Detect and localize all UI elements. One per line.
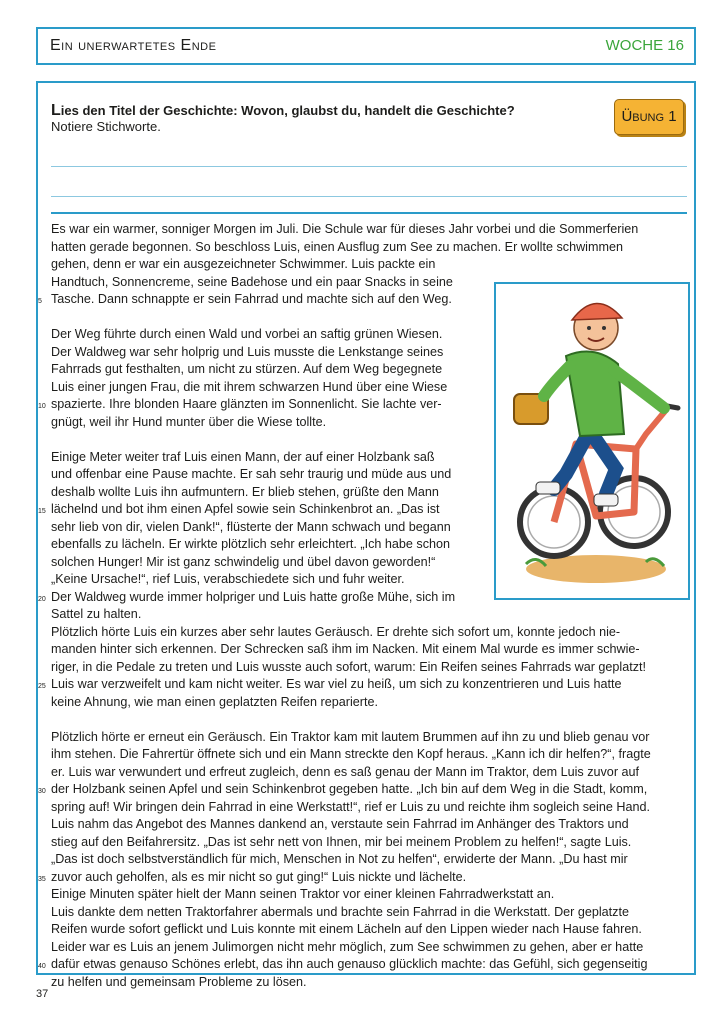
answer-line-2[interactable] xyxy=(51,196,687,197)
story-line xyxy=(51,239,691,257)
story-line-text: zu helfen und gemeinsam Probleme zu lösen. xyxy=(51,974,307,989)
story-line-text: solchen Hunger! Mir ist ganz schwindelig und übel davon geworden!“ xyxy=(51,554,436,569)
story-line xyxy=(51,624,691,642)
story-line xyxy=(51,729,691,747)
story-line xyxy=(38,956,691,974)
task-instructions xyxy=(51,103,581,135)
story-line-text: Der Weg führte durch einen Wald und vorbei an saftig grünen Wiesen. xyxy=(51,327,443,341)
paragraph-gap xyxy=(51,711,691,729)
story-line-text: Der Waldweg war sehr holprig und Luis musste die Lenkstange seines xyxy=(51,344,444,359)
story-line xyxy=(51,414,691,432)
story-line-text: Luis nahm das Angebot des Mannes dankend an, verstaute sein Fahrrad im Anhänger des Traktors und xyxy=(51,817,629,831)
story-line xyxy=(51,764,691,782)
story-line-text: der Holzbank seinen Apfel und sein Schinkenbrot gegeben hatte. „Ich bin auf dem Weg in die Stadt, komm, xyxy=(51,782,648,796)
task-question-initial: L xyxy=(51,102,61,119)
story-line xyxy=(38,589,691,607)
story-line-text: Es war ein warmer, sonniger Morgen im Juli. Die Schule war für dieses Jahr vorbei und die Sommerferien xyxy=(51,222,639,236)
story-line xyxy=(38,291,691,309)
story-line xyxy=(51,326,691,344)
story-line-text: deshalb wollte Luis ihn aufmuntern. Er blieb stehen, grüßte den Mann xyxy=(51,484,439,499)
story-line xyxy=(51,361,691,379)
story-line-text: Plötzlich hörte Luis ein kurzes aber sehr lautes Geräusch. Er drehte sich sofort um, konnte jedoch nie- xyxy=(51,624,621,639)
story-line-text: stieg auf den Beifahrersitz. „Das ist sehr nett von Ihnen, mir bei meinem Problem zu helfen!“, sagte Luis. xyxy=(51,834,632,849)
exercise-badge xyxy=(614,99,684,135)
story-line xyxy=(38,869,691,887)
story-line xyxy=(51,484,691,502)
story-line xyxy=(51,904,691,922)
story-text xyxy=(38,221,691,991)
story-line xyxy=(51,554,691,572)
story-line-text: Plötzlich hörte er erneut ein Geräusch. Ein Traktor kam mit lautem Brummen auf ihn zu und blieb genau vor xyxy=(51,729,650,744)
story-line xyxy=(51,344,691,362)
story-line-text: ihm stehen. Die Fahrertür öffnete sich und ein Mann streckte den Kopf heraus. „Kann ich dir helfen?“, fragte xyxy=(51,747,651,761)
story-line-text: Der Waldweg wurde immer holpriger und Luis hatte große Mühe, sich im xyxy=(51,589,456,604)
header-box xyxy=(36,27,696,65)
story-line xyxy=(51,449,691,467)
story-line-text: Leider war es Luis an jenem Julimorgen nicht mehr möglich, zum See schwimmen zu gehen, aber er hatte xyxy=(51,939,644,954)
story-line xyxy=(38,676,691,694)
line-number: 35 xyxy=(38,875,46,883)
story-line xyxy=(51,799,691,817)
story-line xyxy=(38,501,691,519)
story-line-text: er. Luis war verwundert und erfreut zugleich, denn es saß genau der Mann im Traktor, dem Luis zuvor auf xyxy=(51,764,640,779)
paragraph-gap xyxy=(51,309,691,327)
story-line-text: gnügt, weil ihr Hund munter über die Wiese tollte. xyxy=(51,414,327,429)
story-line xyxy=(51,746,691,764)
exercise-badge-label: Übung 1 xyxy=(621,108,677,125)
story-line xyxy=(38,781,691,799)
page-number: 37 xyxy=(36,988,49,1000)
story-line xyxy=(51,816,691,834)
story-line xyxy=(51,659,691,677)
story-line xyxy=(51,221,691,239)
story-line xyxy=(51,834,691,852)
story-line xyxy=(51,886,691,904)
answer-line-1[interactable] xyxy=(51,166,687,167)
story-line xyxy=(38,396,691,414)
story-line xyxy=(51,694,691,712)
story-line-text: Luis einer jungen Frau, die mit ihrem schwarzen Hund über eine Wiese xyxy=(51,379,448,394)
story-line-text: Einige Meter weiter traf Luis einen Mann, der auf einer Holzbank saß xyxy=(51,449,435,464)
story-line-text: Tasche. Dann schnappte er sein Fahrrad und machte sich auf den Weg. xyxy=(51,292,452,306)
story-line-text: riger, in die Pedale zu treten und Luis wusste auch sofort, warum: Ein Reifen seines Fahrrads war geplatzt! xyxy=(51,659,647,674)
story-line-text: manden hinter sich erkennen. Der Schrecken saß ihm im Nacken. Mit einem Mal wurde es immer schwie- xyxy=(51,642,640,656)
paragraph-gap xyxy=(51,431,691,449)
story-line-text: hatten gerade begonnen. So beschloss Luis, einen Ausflug zum See zu machen. Er wollte schwimmen xyxy=(51,239,623,254)
story-line-text: Reifen wurde sofort geflickt und Luis konnte mit einem Lächeln auf den Lippen wieder nach Hause fahren. xyxy=(51,922,642,936)
line-number: 40 xyxy=(38,963,46,970)
story-line-text: spring auf! Wir bringen dein Fahrrad in eine Werkstatt!“, rief er Luis zu und reichte ihm sogleich seine Hand. xyxy=(51,799,650,814)
story-line xyxy=(51,466,691,484)
story-line xyxy=(51,921,691,939)
story-line-text: Handtuch, Sonnencreme, seine Badehose und ein paar Snacks in seine xyxy=(51,274,453,289)
story-line-text: und offenbar eine Pause machte. Er sah sehr traurig und müde aus und xyxy=(51,467,452,481)
story-line xyxy=(51,641,691,659)
line-number: 5 xyxy=(38,298,42,305)
story-line-text: Luis war verzweifelt und kam nicht weiter. Es war viel zu heiß, um sich zu konzentrieren und Luis hatte xyxy=(51,677,622,691)
story-line-text: Einige Minuten später hielt der Mann seinen Traktor vor einer kleinen Fahrradwerkstatt an. xyxy=(51,887,555,901)
story-line-text: Sattel zu halten. xyxy=(51,607,142,621)
story-line xyxy=(51,519,691,537)
story-line-text: Luis dankte dem netten Traktorfahrer abermals und brachte sein Fahrrad in die Werkstatt. Der geplatzte xyxy=(51,904,629,919)
week-label: WOCHE 16 xyxy=(605,37,684,54)
story-line xyxy=(51,571,691,589)
line-number: 20 xyxy=(38,595,46,603)
story-line-text: Fahrrads gut festhalten, um nicht zu stürzen. Auf dem Weg begegnete xyxy=(51,362,443,376)
task-question xyxy=(51,103,581,119)
story-line xyxy=(51,851,691,869)
story-line xyxy=(51,274,691,292)
section-divider xyxy=(51,212,687,214)
line-number: 25 xyxy=(38,683,46,690)
story-line-text: sehr lieb von dir, vielen Dank!“, flüsterte der Mann schwach und begann xyxy=(51,519,451,534)
story-line-text: gehen, denn er war ein ausgezeichneter Schwimmer. Luis packte ein xyxy=(51,257,436,271)
story-line-text: dafür etwas genauso Schönes erlebt, das ihn auch genauso glücklich machte: das Gefühl, sich gegenseitig xyxy=(51,957,648,971)
story-line xyxy=(51,256,691,274)
task-instruction: Notiere Stichworte. xyxy=(51,119,161,134)
story-line-text: „Das ist doch selbstverständlich für mich, Menschen in Not zu helfen“, erwiderte der Mann. „Du hast mir xyxy=(51,852,628,866)
line-number: 15 xyxy=(38,508,46,515)
story-line-text: keine Ahnung, wie man einen geplatzten Reifen reparierte. xyxy=(51,694,378,709)
story-line-text: „Keine Ursache!“, rief Luis, verabschiedete sich und fuhr weiter. xyxy=(51,572,405,586)
line-number: 10 xyxy=(38,403,46,410)
story-line xyxy=(51,606,691,624)
story-line-text: ebenfalls zu lächeln. Er wirkte plötzlich sehr erleichtert. „Ich habe schon xyxy=(51,537,450,551)
story-line-text: spazierte. Ihre blonden Haare glänzten im Sonnenlicht. Sie lachte ver- xyxy=(51,397,442,411)
line-number: 30 xyxy=(38,788,46,795)
story-line xyxy=(51,536,691,554)
story-line xyxy=(51,974,691,992)
story-line-text: lächelnd und bot ihm einen Apfel sowie sein Schinkenbrot an. „Das ist xyxy=(51,502,440,516)
story-line xyxy=(51,379,691,397)
story-line-text: zuvor auch geholfen, als es mir nicht so gut ging!“ Luis nickte und lächelte. xyxy=(51,869,467,884)
task-question-text: ies den Titel der Geschichte: Wovon, glaubst du, handelt die Geschichte? xyxy=(60,103,515,118)
story-line xyxy=(51,939,691,957)
worksheet-title: Ein unerwartetes Ende xyxy=(50,37,217,54)
